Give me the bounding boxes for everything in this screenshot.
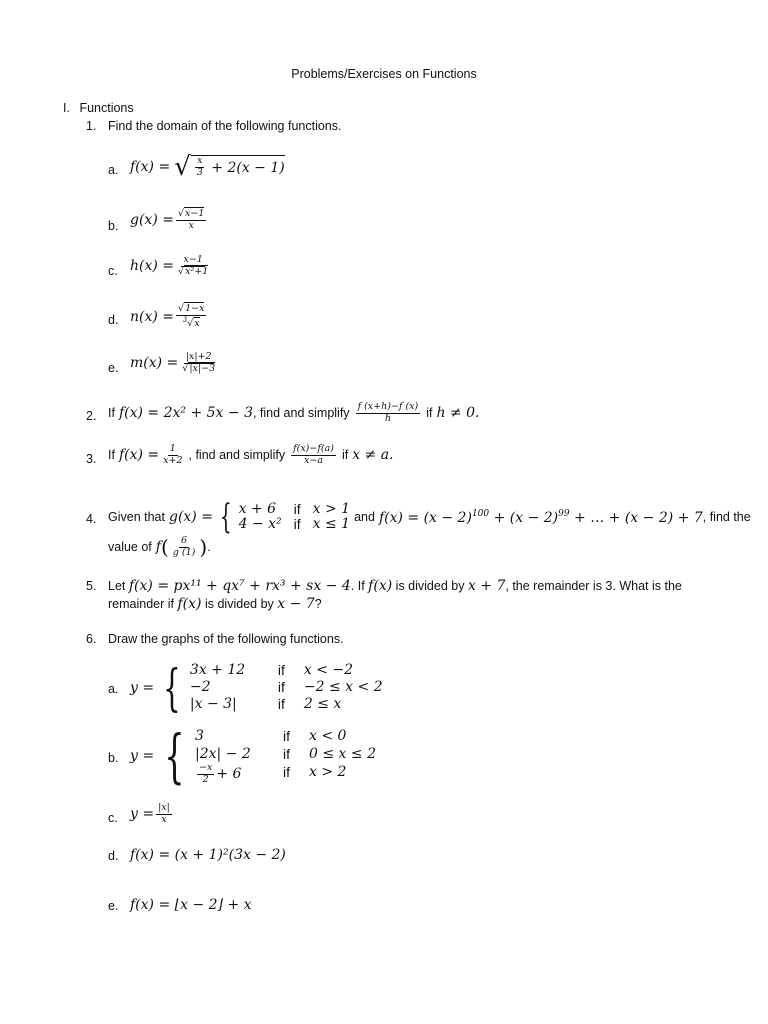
y-label: y = [130, 806, 155, 823]
problem-1d-label: d. [108, 313, 119, 327]
m-label: m(x) = [130, 355, 179, 372]
problem-3-condition: x ≠ a. [352, 447, 394, 464]
problem-3-if2: if [341, 448, 349, 463]
problem-5-line1: Let f(x) = px¹¹ + qx⁷ + rx³ + sx − 4. If f(x) is divided by x + 7, the remainder is 3. What is the [108, 578, 682, 594]
problem-4-number: 4. [86, 512, 97, 526]
problem-4-f: $f(x) = (x - 2)^{100} + (x - 2)^{99}$ + … + (x − 2) + 7 [378, 508, 703, 526]
problem-1a-label: a. [108, 163, 119, 177]
problem-1c-label: c. [108, 264, 118, 278]
problem-6b-cases: 3 if x < 0 |2x| − 2 if 0 ≤ x ≤ 2 $\frac{-x}{2}$ + 6 if x > 2 [195, 728, 376, 785]
problem-6d-formula: f(x) = (x + 1)²(3x − 2) [130, 847, 286, 863]
problem-3-instruction: , find and simplify [188, 448, 286, 463]
fraction-m: $\frac{|x|+2}{√|x|-3}$ [182, 351, 216, 374]
problem-3-text [108, 444, 394, 467]
section-heading [63, 101, 134, 115]
problem-3-f: f(x) = [118, 447, 160, 464]
fraction-fx-minus-fa: $\frac{f(x)-f(a)}{x-a}$ [293, 443, 334, 466]
problem-6e-formula: f(x) = ⌊x − 2⌋ + x [130, 897, 252, 913]
left-brace: { [163, 658, 181, 717]
h-label: h(x) = [130, 258, 175, 275]
left-brace: { [164, 722, 185, 791]
problem-5-number: 5. [86, 579, 97, 593]
radicand: $\frac{x}{3}$ + 2(x − 1) [191, 155, 285, 179]
problem-6b-formula [130, 722, 376, 791]
problem-6d-label: d. [108, 849, 119, 863]
left-brace: { [219, 497, 232, 537]
problem-4-given: Given that [108, 510, 165, 524]
problem-4-line2: value of f ( $\frac{6}{g (1)}$ ) . [108, 534, 211, 559]
sqrt-symbol: √ [174, 152, 191, 182]
y-label: y = [130, 748, 155, 765]
problem-3-number: 3. [86, 452, 97, 466]
problem-2-if2: if [426, 406, 433, 421]
fraction-g: $\frac{√x-1}{x}$ [177, 208, 205, 231]
section-title: Functions [79, 101, 134, 115]
page-title: Problems/Exercises on Functions [291, 67, 477, 81]
problem-1-number: 1. [86, 119, 97, 133]
problem-4-and: and [354, 510, 375, 524]
problem-1b-formula [130, 209, 208, 232]
problem-4-line1 [108, 497, 751, 537]
section-number: I. [63, 101, 70, 115]
problem-6a-formula [130, 658, 383, 717]
problem-1d-formula [130, 304, 208, 330]
problem-1b-label: b. [108, 219, 119, 233]
problem-5-line2: remainder if f(x) is divided by x − 7? [108, 596, 322, 612]
problem-5-polynomial: f(x) = px¹¹ + qx⁷ + rx³ + sx − 4 [128, 578, 351, 594]
problem-1e-formula [130, 352, 219, 375]
problem-2-function: f(x) = 2x² + 5x − 3 [118, 405, 253, 422]
n-label: n(x) = [130, 309, 175, 325]
problem-6c-formula [130, 803, 174, 826]
fraction-6-over-g1: $\frac{6}{g (1)}$ [172, 534, 196, 558]
problem-6-number: 6. [86, 632, 97, 646]
problem-6e-label: e. [108, 899, 119, 913]
problem-6a-cases: 3x + 12 if x < −2 −2 if −2 ≤ x < 2 |x − 3| if 2 ≤ x [189, 662, 383, 712]
problem-2-number: 2. [86, 409, 97, 423]
problem-2-condition: h ≠ 0. [436, 405, 480, 422]
problem-6-text: Draw the graphs of the following functions. [108, 632, 344, 646]
problem-1c-formula [130, 255, 212, 278]
g-label: g(x) = [130, 212, 174, 229]
problem-4-target: f [155, 539, 161, 555]
problem-2-text [108, 402, 479, 425]
problem-6b-label: b. [108, 751, 119, 765]
f-label: f(x) = [130, 159, 171, 175]
problem-1-text: Find the domain of the following functions. [108, 119, 342, 133]
problem-1a-formula [130, 152, 285, 182]
problem-1e-label: e. [108, 361, 119, 375]
fraction-1-over-x-plus-2: $\frac{1}{x+2}$ [163, 443, 183, 466]
fraction-n: $\frac{√1-x}{^3√x}$ [178, 303, 205, 330]
problem-6a-label: a. [108, 682, 119, 696]
problem-4-find: , find the [702, 510, 751, 524]
difference-quotient: $\frac{f (x+h)-f (x)}{h}$ [357, 401, 419, 424]
problem-2-if: If [108, 406, 115, 421]
fraction-h: $\frac{x-1}{\text{√x²+1}}$ [178, 254, 209, 277]
y-label: y = [130, 679, 155, 696]
problem-4-cases: x + 6 if x > 1 4 − x² if x ≤ 1 [238, 501, 351, 532]
problem-4-g: g(x) = [168, 509, 213, 525]
problem-6c-label: c. [108, 811, 118, 825]
problem-3-if: If [108, 448, 115, 463]
problem-2-instruction: , find and simplify [252, 406, 350, 421]
fraction-x-over-3: $\frac{x}{3}$ [196, 155, 203, 178]
problem-4-value-of: value of [108, 540, 152, 554]
fraction-abs-x-over-x: $\frac{|x|}{x}$ [158, 802, 170, 825]
